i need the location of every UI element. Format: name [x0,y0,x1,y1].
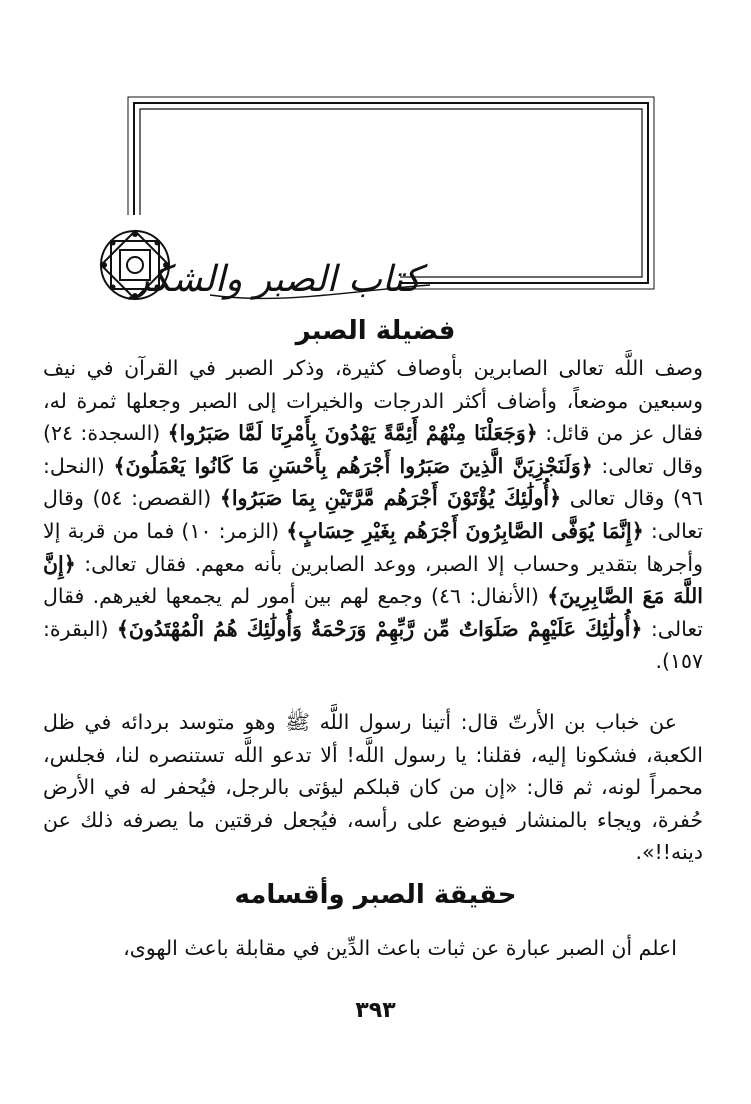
paragraph-text: وصف اللَّه تعالى الصابرين بأوصاف كثيرة، وذكر الصبر في القرآن في نيف وسبعين موضعاً، وأضاف أكثر الدرجات والخيرات إلى الصبر وجعلها ثمرة له، فقال عز من قائل: [43,356,703,446]
quran-verse: ﴿أُولَٰئِكَ عَلَيْهِمْ صَلَوَاتٌ مِّن رَّبِّهِمْ وَرَحْمَةٌ وَأُولَٰئِكَ هُمُ الْمُهْتَدُونَ﴾ [116,616,643,641]
quran-verse: ﴿إِنَّ اللَّهَ مَعَ الصَّابِرِينَ﴾ [43,551,703,609]
chapter-title: كتاب الصبر والشكر [132,259,421,300]
section-heading-reality-of-patience: حقيقة الصبر وأقسامه [234,880,517,910]
paragraph-text: (الزمر: ١٠) فما من قربة إلا وأجرها بتقدير وحساب إلا الصبر، ووعد الصابرين بأنه معهم. فقال تعالى: [43,518,703,576]
paragraph-text: (القصص: ٥٤) وقال تعالى: [43,486,703,543]
section-heading-virtue-of-patience: فضيلة الصبر [295,316,456,346]
quran-verse: ﴿إِنَّمَا يُوَفَّى الصَّابِرُونَ أَجْرَهُم بِغَيْرِ حِسَابٍ﴾ [286,518,644,543]
paragraph-text: (البقرة: ١٥٧). [43,616,703,674]
quran-verse: ﴿وَجَعَلْنَا مِنْهُمْ أَئِمَّةً يَهْدُونَ بِأَمْرِنَا لَمَّا صَبَرُوا﴾ [167,421,538,446]
paragraph-text: (النحل: ٩٦) وقال تعالى [43,453,703,511]
paragraph-virtue-of-patience [43,352,703,678]
paragraph-hadith-khabbab: عن خباب بن الأرتّ قال: أتينا رسول اللَّه ﷺ وهو متوسد بردائه في ظل الكعبة، فشكونا إليه، فقلنا: يا رسول اللَّه! ألا تدعو اللَّه تستنصره لنا، فجلس، محمراً لونه، ثم قال: «إن من كان قبلكم ليؤتى بالرجل، فيُحفر له في الأرض حُفرة، ويجاء بالمنشار فيوضع على رأسه، فيُجعل فرقتين ما يصرفه ذلك عن دينه!!». [43,710,703,865]
paragraph-text: (السجدة: ٢٤) وقال تعالى: [43,421,703,478]
paragraph-text: (الأنفال: ٤٦) وجمع لهم بين أمور لم يجمعها لغيرهم. فقال تعالى: [43,584,703,641]
quran-verse: ﴿وَلَنَجْزِيَنَّ الَّذِينَ صَبَرُوا أَجْرَهُم بِأَحْسَنِ مَا كَانُوا يَعْمَلُونَ﴾ [113,453,593,478]
quran-verse: ﴿أُولَٰئِكَ يُؤْتَوْنَ أَجْرَهُم مَّرَّتَيْنِ بِمَا صَبَرُوا﴾ [219,486,562,511]
paragraph-reality-of-patience: اعلم أن الصبر عبارة عن ثبات باعث الدِّين في مقابلة باعث الهوى، [123,936,677,960]
page-number: ٣٩٣ [355,998,396,1023]
